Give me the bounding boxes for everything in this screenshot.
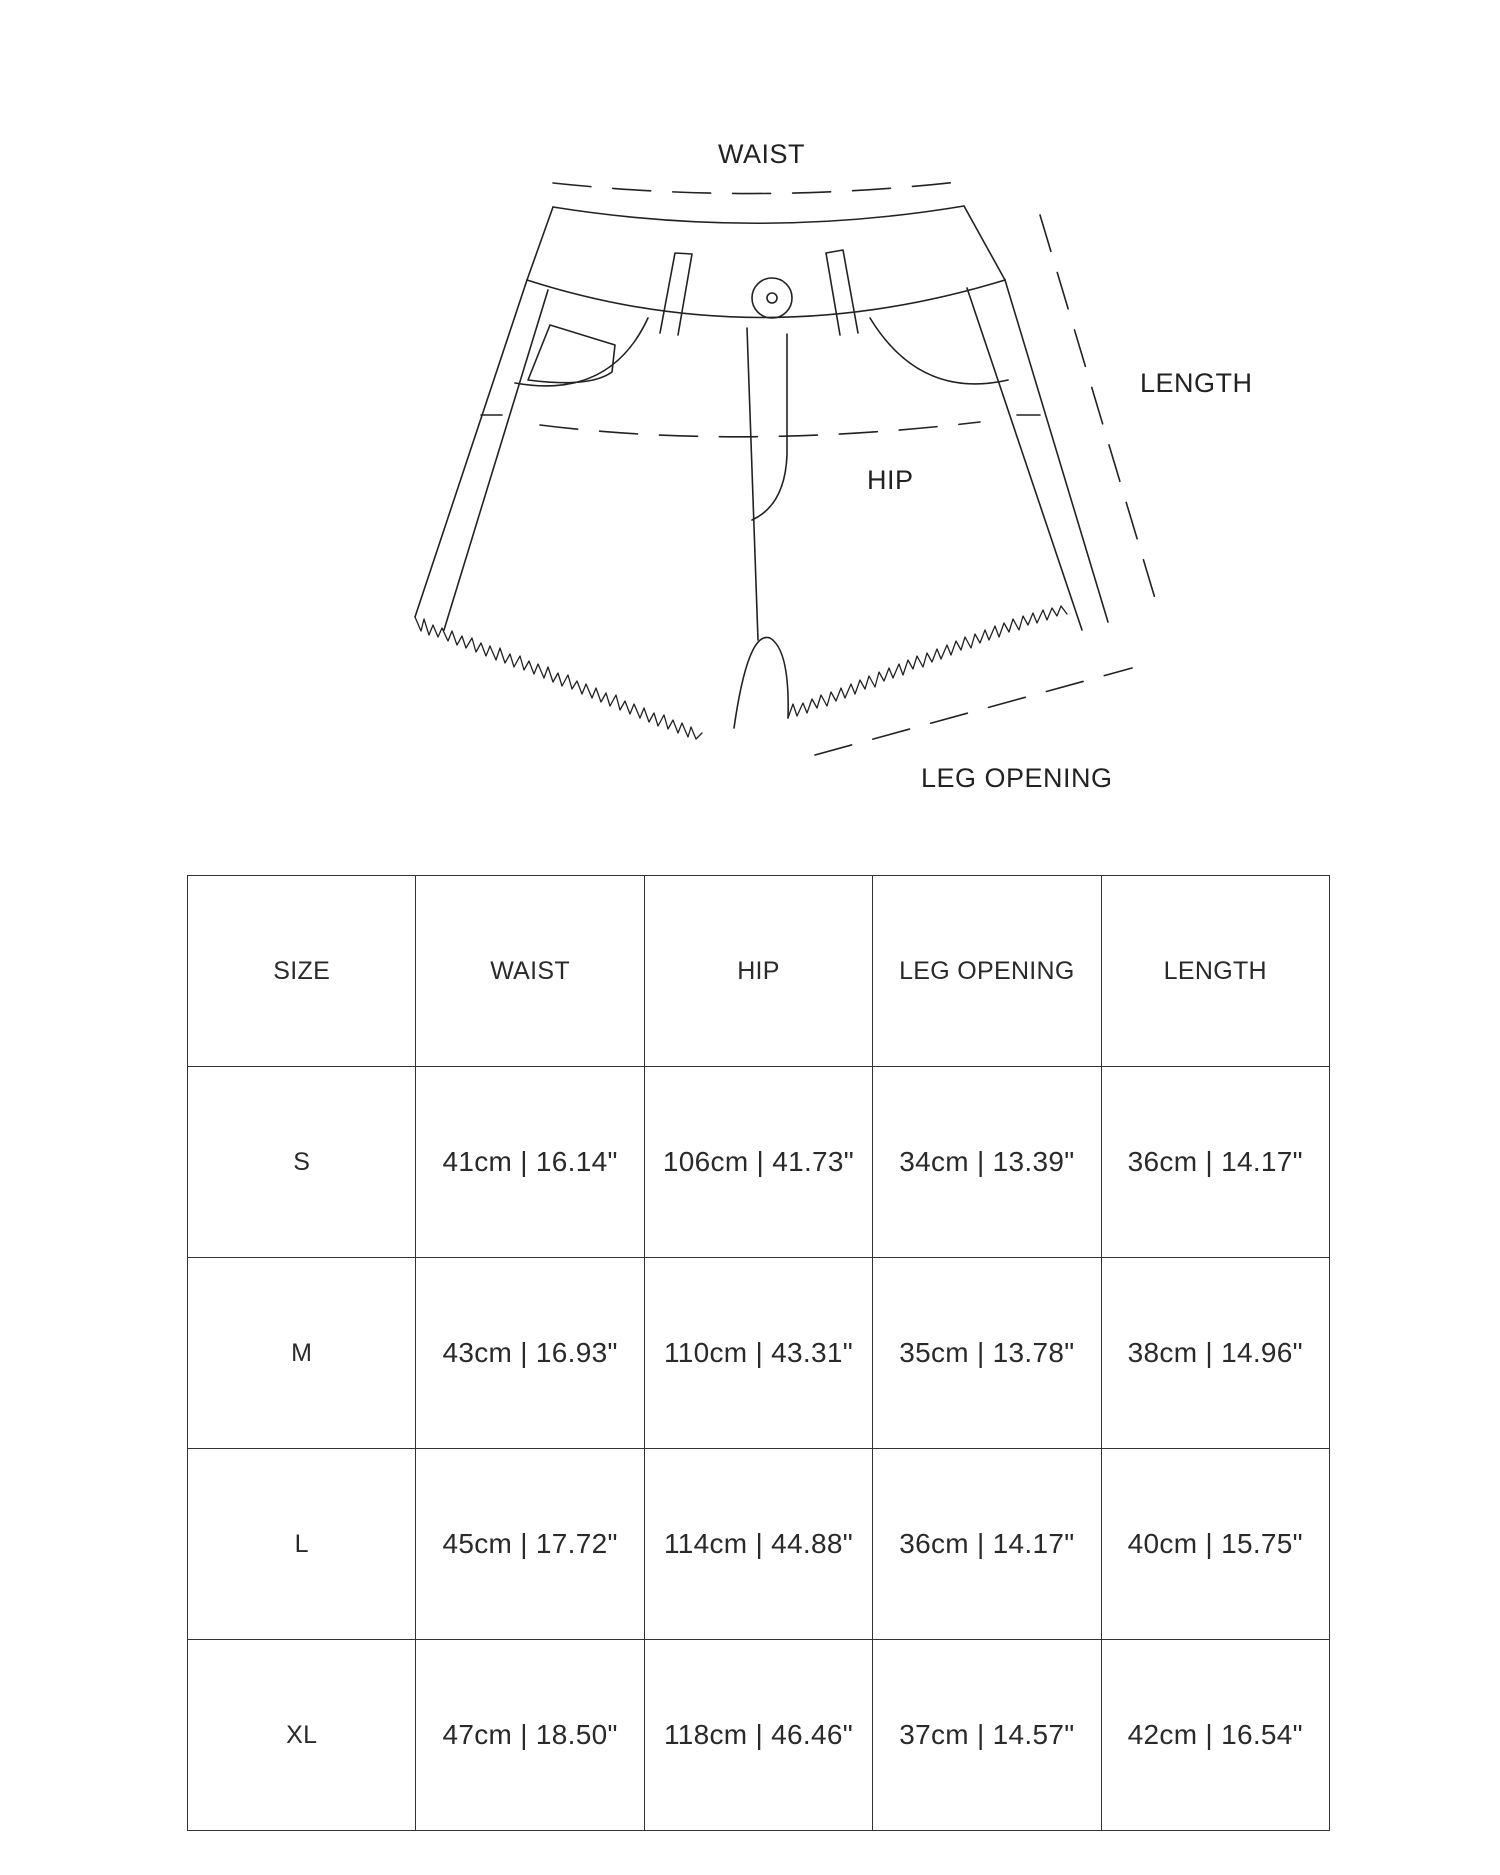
right-side-inner — [967, 288, 1082, 630]
table-header-row — [188, 876, 1330, 1067]
waistband-left-edge — [527, 207, 553, 280]
belt-loop-left — [660, 253, 692, 335]
waist-cell: 47cm | 18.50" — [416, 1640, 644, 1831]
button-outer — [752, 278, 792, 318]
left-raw-hem — [415, 617, 702, 739]
size-cell: S — [188, 1067, 416, 1258]
waist-cell: 45cm | 17.72" — [416, 1449, 644, 1640]
waistband-right-edge — [964, 206, 1005, 280]
table-row — [188, 1449, 1330, 1640]
shorts-sketch — [0, 0, 1500, 820]
table-row — [188, 1067, 1330, 1258]
waistband-top — [553, 206, 964, 223]
length-cell: 38cm | 14.96" — [1101, 1258, 1329, 1449]
header-leg-opening: LEG OPENING — [873, 876, 1101, 1067]
left-side-inner — [444, 290, 548, 630]
leg-opening-cell: 35cm | 13.78" — [873, 1258, 1101, 1449]
length-dimension-line — [1040, 215, 1157, 605]
left-side-seam — [415, 280, 527, 617]
hip-cell: 106cm | 41.73" — [644, 1067, 872, 1258]
waist-cell: 41cm | 16.14" — [416, 1067, 644, 1258]
right-side-seam — [1005, 280, 1108, 622]
waist-label: WAIST — [718, 139, 805, 169]
size-cell: XL — [188, 1640, 416, 1831]
left-front-pocket — [515, 318, 648, 386]
fly-stitch — [752, 334, 787, 520]
hip-cell: 114cm | 44.88" — [644, 1449, 872, 1640]
waist-dimension-line — [553, 181, 966, 194]
table-row — [188, 1258, 1330, 1449]
right-front-pocket — [870, 318, 1008, 384]
table-row — [188, 1640, 1330, 1831]
length-cell: 40cm | 15.75" — [1101, 1449, 1329, 1640]
length-label: LENGTH — [1140, 368, 1253, 398]
size-cell: L — [188, 1449, 416, 1640]
size-chart-table — [187, 875, 1330, 1831]
leg-opening-label: LEG OPENING — [921, 763, 1113, 793]
length-cell: 42cm | 16.54" — [1101, 1640, 1329, 1831]
hip-cell: 118cm | 46.46" — [644, 1640, 872, 1831]
crotch-curve — [734, 637, 788, 728]
belt-loop-right — [826, 250, 858, 335]
size-cell: M — [188, 1258, 416, 1449]
hip-cell: 110cm | 43.31" — [644, 1258, 872, 1449]
header-length: LENGTH — [1101, 876, 1329, 1067]
right-raw-hem — [788, 606, 1067, 718]
waist-cell: 43cm | 16.93" — [416, 1258, 644, 1449]
header-size: SIZE — [188, 876, 416, 1067]
button-inner — [767, 293, 777, 303]
leg-opening-cell: 34cm | 13.39" — [873, 1067, 1101, 1258]
length-cell: 36cm | 14.17" — [1101, 1067, 1329, 1258]
leg-opening-dimension-line — [815, 668, 1132, 755]
leg-opening-cell: 36cm | 14.17" — [873, 1449, 1101, 1640]
hip-label: HIP — [867, 465, 914, 495]
hip-dimension-line — [540, 422, 980, 437]
left-coin-pocket — [528, 325, 615, 383]
header-hip: HIP — [644, 876, 872, 1067]
leg-opening-cell: 37cm | 14.57" — [873, 1640, 1101, 1831]
center-front-seam — [747, 328, 758, 640]
header-waist: WAIST — [416, 876, 644, 1067]
shorts-measurement-diagram — [0, 0, 1500, 820]
waistband-bottom — [527, 280, 1005, 318]
